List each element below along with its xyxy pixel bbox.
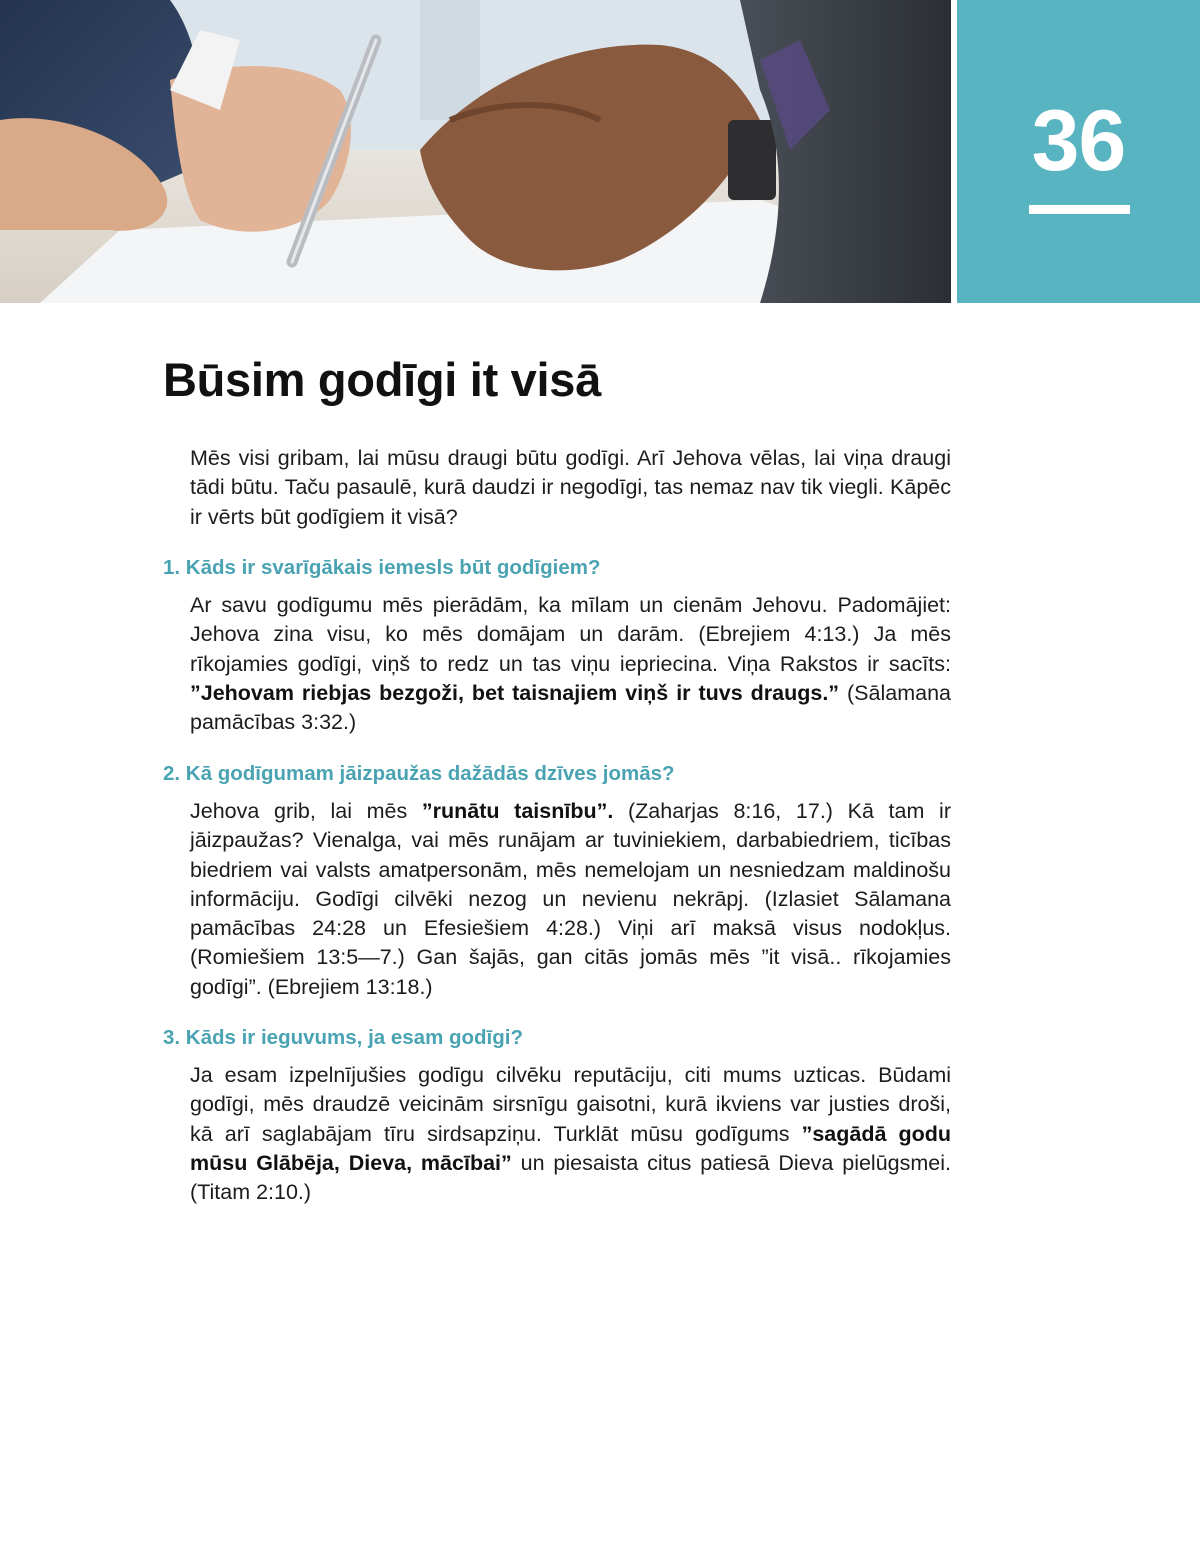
question-2: 2. Kā godīgumam jāizpaužas dažādās dzīves jomās? <box>163 762 675 785</box>
lesson-number-underline <box>1029 205 1130 214</box>
answer-3-quote: ”sagādā godu mūsu Glābēja, Dieva, mācībai” <box>190 1121 952 1175</box>
hero-photo <box>0 0 951 303</box>
question-1: 1. Kāds ir svarīgākais iemesls būt godīgiem? <box>163 556 601 579</box>
intro-paragraph: Mēs visi gribam, lai mūsu draugi būtu godīgi. Arī Jehova vēlas, lai viņa draugi tādi būtu. Taču pasaulē, kurā daudzi ir negodīgi, tas nemaz nav tik viegli. Kāpēc ir vērts būt godīgiem it visā? <box>190 446 951 529</box>
answer-2-rest: (Zaharjas 8:16, 17.) Kā tam ir jāizpaužas? Vienalga, vai mēs runājam ar tuviniekiem, darbabiedriem, ticības biedriem vai valsts amatpersonām, mēs nemelojam un nesniedzam maldinošu informāciju. Godīgi cilvēki nezog un nevienu nekrāpj. (Izlasiet Sālamana pamācības 24:28 un Efesiešiem 4:28.) Viņi arī maksā visus nodokļus. (Romiešiem 13:5—7.) Gan šajās, gan citās jomās mēs ”it visā.. rīkojamies godīgi”. (Ebrejiem 13:18.) <box>190 799 951 999</box>
answer-1-quote: ”Jehovam riebjas bezgoži, bet taisnajiem viņš ir tuvs draugs.” <box>190 680 840 705</box>
lesson-number-box <box>957 0 1200 303</box>
answer-3-text: Ja esam izpelnījušies godīgu cilvēku reputāciju, citi mums uzticas. Būdami godīgi, mēs draudzē veicinām sirsnīgu gaisotni, kurā ikviens var justies droši, kā arī saglabājam tīru sirdsapziņu. Turklāt mūsu godīgums <box>190 1063 951 1146</box>
answer-2 <box>190 797 951 1002</box>
answer-1 <box>190 591 951 737</box>
answer-1-ref: (Sālamana pamācības 3:32.) <box>190 680 951 735</box>
answer-3 <box>190 1061 951 1207</box>
handshake-contract-illustration <box>0 0 951 303</box>
answer-3-rest: un piesaista citus patiesā Dieva pielūgsmei. (Titam 2:10.) <box>190 1150 951 1205</box>
lesson-number: 36 <box>1031 93 1126 189</box>
answer-2-text: Jehova grib, lai mēs <box>190 799 422 823</box>
lesson-title: Būsim godīgi it visā <box>163 353 601 406</box>
answer-1-text: Ar savu godīgumu mēs pierādām, ka mīlam un cienām Jehovu. Padomājiet: Jehova zina visu, ko mēs domājam un darām. (Ebrejiem 4:13.) Ja mēs rīkojamies godīgi, viņš to redz un tas viņu iepriecina. Viņa Rakstos ir sacīts: <box>190 593 951 676</box>
question-3: 3. Kāds ir ieguvums, ja esam godīgi? <box>163 1026 523 1049</box>
answer-2-quote: ”runātu taisnību”. <box>421 799 614 823</box>
